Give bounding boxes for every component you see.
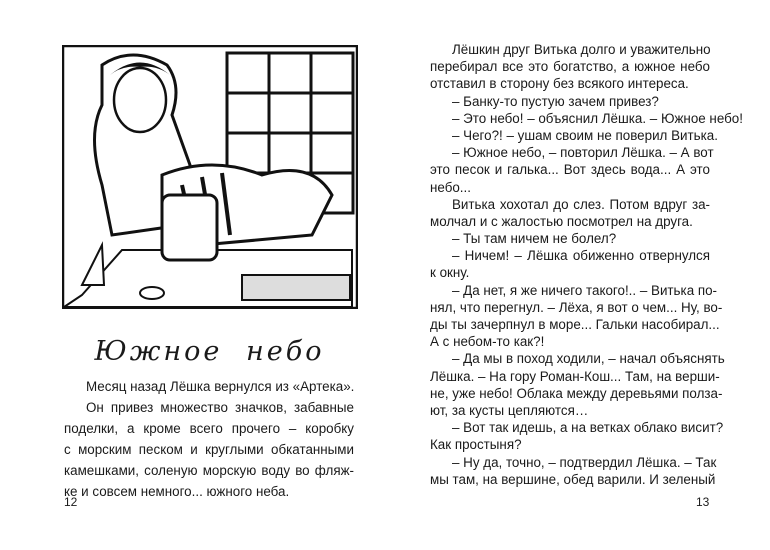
text-line: Месяц назад Лёшка вернулся из «Артека». xyxy=(86,379,355,394)
chapter-title: Южное небо xyxy=(94,336,325,367)
text-line: Лёшкин друг Витька долго и уважительно xyxy=(452,42,711,57)
text-line: небо... xyxy=(430,179,471,195)
text-line: не, уже небо! Облака между деревьями полза- xyxy=(430,385,723,401)
text-line: молчал и с жалостью посмотрел на друга. xyxy=(430,213,693,229)
page-number-left: 12 xyxy=(64,495,78,509)
illustration-boys-with-jar xyxy=(62,45,358,309)
text-line: мы там, на вершине, обед варили. И зеленый xyxy=(430,471,716,487)
text-line: ют, за кусты цепляются… xyxy=(430,402,589,418)
text-line: ке и совсем немного... южного неба. xyxy=(64,484,290,499)
right-page xyxy=(385,0,770,550)
text-line: поделки, а кроме всего прочего – коробку xyxy=(64,421,354,436)
text-line: с морским песком и круглыми обкатанными xyxy=(64,442,354,457)
text-line: – Ну да, точно, – подтвердил Лёшка. – Так xyxy=(452,454,717,470)
text-line: Витька хохотал до слез. Потом вдруг за- xyxy=(452,196,710,212)
text-line: – Да нет, я же ничего такого!.. – Витька по- xyxy=(452,282,718,298)
text-line: к окну. xyxy=(430,265,470,281)
text-line: отставил в сторону без всякого интереса. xyxy=(430,76,689,92)
text-line: камешками, соленую морскую воду во фляж- xyxy=(64,463,354,478)
text-line: А с небом-то как?! xyxy=(430,334,545,350)
text-line: – Ничем! – Лёшка обиженно отвернулся xyxy=(452,248,710,264)
page-number-right: 13 xyxy=(696,495,710,509)
text-line: Лёшка. – На гору Роман-Кош... Там, на верши- xyxy=(430,368,720,384)
text-line: – Чего?! – ушам своим не поверил Витька. xyxy=(452,127,718,143)
text-line: это песок и галька... Вот здесь вода... А это xyxy=(430,162,710,178)
left-body-text xyxy=(64,376,354,502)
text-line: перебирал все это богатство, а южное небо xyxy=(430,59,710,75)
text-line: – Да мы в поход ходили, – начал объяснять xyxy=(452,351,725,367)
text-line: – Это небо! – объяснил Лёшка. – Южное небо! xyxy=(452,110,743,126)
text-line: Как простыня? xyxy=(430,437,522,453)
text-line: – Вот так идешь, а на ветках облако висит? xyxy=(452,420,724,436)
text-line: ды ты зачерпнул в море... Гальки насобирал... xyxy=(430,317,720,332)
text-line: Он привез множество значков, забавные xyxy=(86,400,354,415)
right-body-text xyxy=(430,41,743,488)
text-line: – Южное небо, – повторил Лёшка. – А вот xyxy=(452,145,714,161)
text-line: нял, что перегнул. – Лёха, я вот о чем... Ну, во- xyxy=(430,299,723,315)
text-line: – Банку-то пустую зачем привез? xyxy=(452,93,659,109)
text-line: – Ты там ничем не болел? xyxy=(452,231,617,247)
